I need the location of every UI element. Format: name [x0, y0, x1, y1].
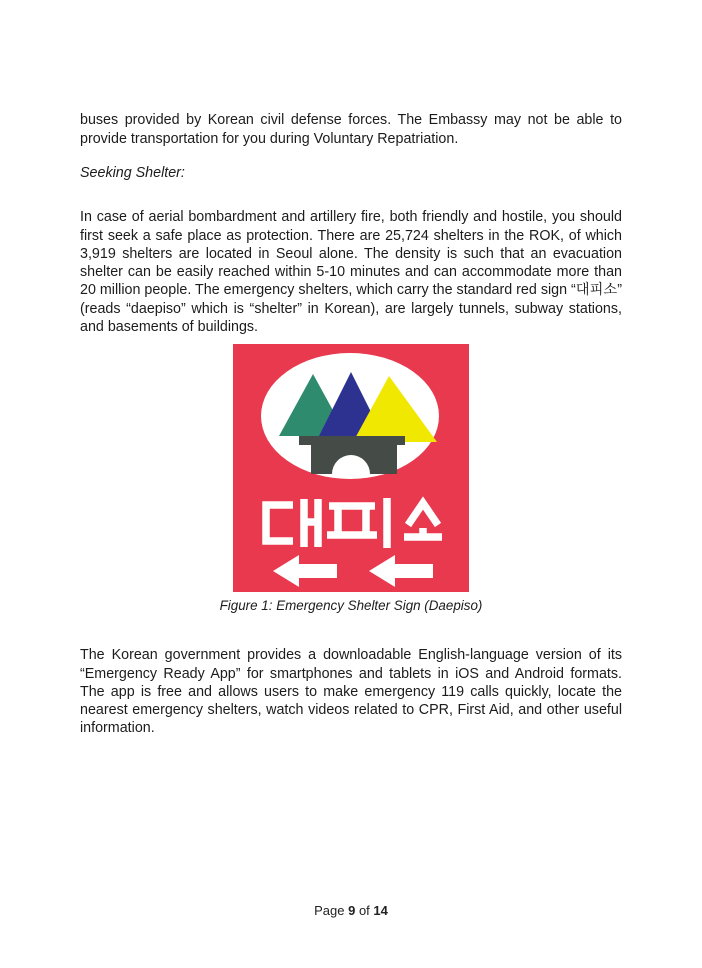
body-paragraph-1: buses provided by Korean civil defense forces. The Embassy may not be able to provide transportation for you during Voluntary Repatriation. — [80, 112, 622, 147]
body-paragraph-3: The Korean government provides a downloadable English-language version of its “Emergency Ready App” for smartphones and tablets in iOS and Android formats. The app is free and allows users to make emergency 119 calls quickly, locate the nearest emergency shelters, watch videos related to CPR, First Aid, and other useful information. — [80, 647, 622, 737]
figure-caption: Figure 1: Emergency Shelter Sign (Daepiso) — [219, 598, 483, 613]
page-footer — [0, 903, 702, 918]
footer-of-label: of — [358, 903, 370, 918]
footer-total-pages: 14 — [373, 903, 388, 918]
section-heading-seeking-shelter: Seeking Shelter: — [80, 165, 185, 181]
figure-shelter-sign — [233, 344, 469, 592]
footer-current-page: 9 — [348, 903, 356, 918]
footer-page-label: Page — [314, 903, 345, 918]
sign-structure-bar — [299, 436, 405, 445]
body-paragraph-2: In case of aerial bombardment and artillery fire, both friendly and hostile, you should first seek a safe place as protection. There are 25,724 shelters in the ROK, of which 3,919 shelters are located in Seoul alone. The density is such that an evacuation shelter can be easily reached within 5-10 minutes and can accommodate more than 20 million people. The emergency shelters, which carry the standard red sign “대피소” (reads “daepiso” which is “shelter” in Korean), are largely tunnels, subway stations, and basements of buildings. — [80, 209, 622, 336]
shelter-sign-image — [233, 344, 469, 592]
